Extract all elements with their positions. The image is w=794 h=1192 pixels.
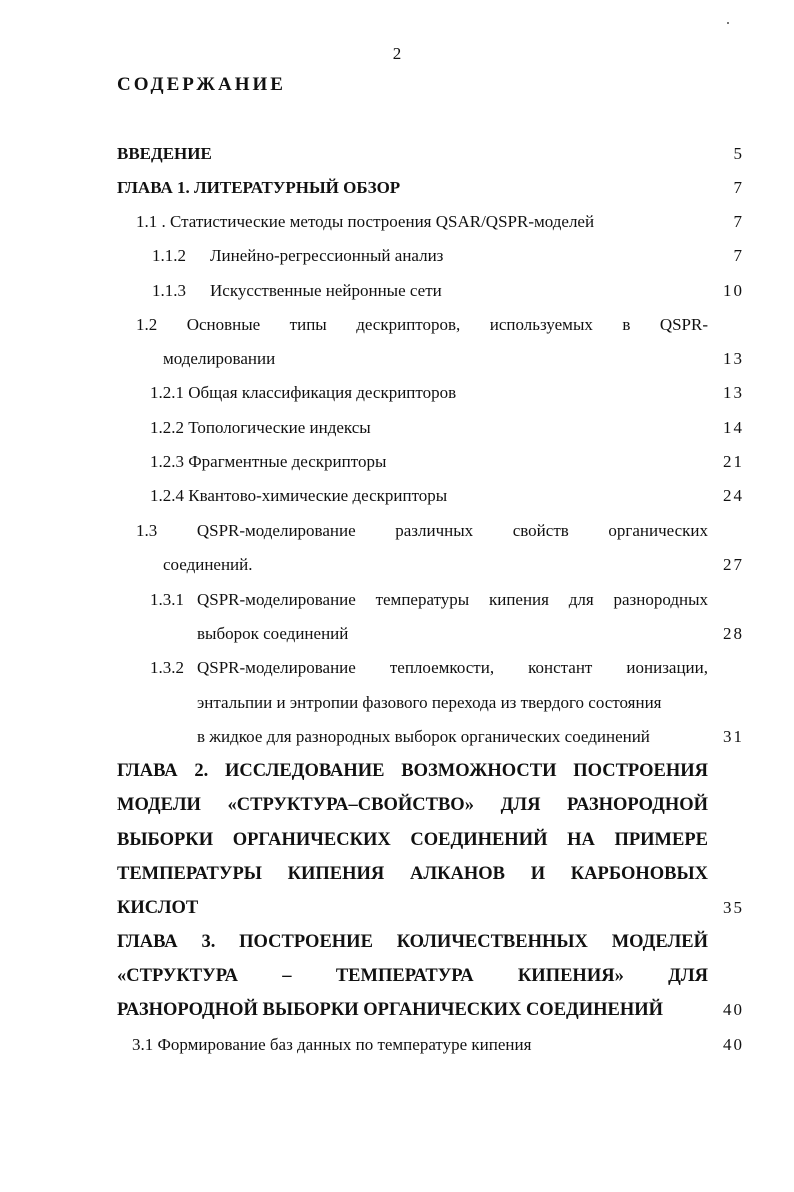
toc-entry-number: 1.1.2 — [152, 246, 186, 265]
toc-entry-chapter-3-line-1[interactable]: ГЛАВА 3. ПОСТРОЕНИЕ КОЛИЧЕСТВЕННЫХ МОДЕЛЕЙ — [117, 932, 708, 952]
toc-entry-1-2-4[interactable]: 1.2.4 Квантово-химические дескрипторы — [150, 486, 448, 505]
toc-entry-chapter-3-line-2[interactable]: «СТРУКТУРА – ТЕМПЕРАТУРА КИПЕНИЯ» ДЛЯ — [117, 966, 708, 986]
toc-entry-label: Линейно-регрессионный анализ — [210, 246, 444, 265]
toc-page-1-1-3: 10 — [723, 281, 744, 300]
toc-entry-chapter-2-line-5[interactable]: КИСЛОТ — [117, 898, 199, 918]
toc-page-intro: 5 — [733, 144, 744, 163]
toc-page-1-3-1: 28 — [723, 624, 744, 643]
toc-entry-1-3-2-line-2[interactable]: энтальпии и энтропии фазового перехода из твердого состояния — [197, 693, 662, 712]
toc-entry-1-3-1-number: 1.3.1 — [150, 590, 184, 609]
page-number: 2 — [392, 44, 402, 63]
scan-speck — [727, 22, 729, 24]
toc-page-1-1: 7 — [733, 212, 744, 231]
toc-entry-3-1[interactable]: 3.1 Формирование баз данных по температуре кипения — [132, 1035, 532, 1054]
page-title: СОДЕРЖАНИЕ — [117, 74, 286, 95]
toc-page-chapter-2: 35 — [723, 898, 744, 917]
toc-entry-number: 1.1.3 — [152, 281, 186, 300]
toc-entry-1-3-2-number: 1.3.2 — [150, 658, 184, 677]
toc-entry-1-3-1-line-1[interactable]: QSPR-моделирование температуры кипения для разнородных — [197, 590, 708, 609]
toc-entry-1-3-2-line-3[interactable]: в жидкое для разнородных выборок органических соединений — [197, 727, 650, 746]
toc-entry-label: Искусственные нейронные сети — [210, 281, 442, 300]
toc-page-chapter-3: 40 — [723, 1000, 744, 1019]
toc-entry-intro[interactable]: ВВЕДЕНИЕ — [117, 144, 212, 163]
toc-page-1-3-2: 31 — [723, 727, 744, 746]
toc-entry-1-1-3[interactable] — [152, 280, 442, 302]
toc-page-chapter-1: 7 — [733, 178, 744, 197]
toc-page-3-1: 40 — [723, 1035, 744, 1054]
toc-entry-1-1-2[interactable] — [152, 245, 443, 267]
toc-page-1-3: 27 — [723, 555, 744, 574]
toc-entry-1-3-1-line-2[interactable]: выборок соединений — [197, 624, 349, 643]
toc-entry-1-2-line-2[interactable]: моделировании — [163, 349, 276, 368]
toc-entry-1-1[interactable]: 1.1 . Статистические методы построения QSAR/QSPR-моделей — [136, 212, 595, 231]
toc-page-1-2: 13 — [723, 349, 744, 368]
toc-entry-chapter-2-line-4[interactable]: ТЕМПЕРАТУРЫ КИПЕНИЯ АЛКАНОВ И КАРБОНОВЫХ — [117, 864, 708, 884]
toc-page-1-2-4: 24 — [723, 486, 744, 505]
toc-entry-1-3-line-1[interactable]: 1.3 QSPR-моделирование различных свойств органических — [136, 521, 708, 540]
toc-entry-1-2-2[interactable]: 1.2.2 Топологические индексы — [150, 418, 371, 437]
toc-page-1-2-2: 14 — [723, 418, 744, 437]
toc-entry-1-2-1[interactable]: 1.2.1 Общая классификация дескрипторов — [150, 383, 457, 402]
toc-entry-chapter-2-line-3[interactable]: ВЫБОРКИ ОРГАНИЧЕСКИХ СОЕДИНЕНИЙ НА ПРИМЕРЕ — [117, 830, 708, 850]
toc-entry-chapter-1[interactable]: ГЛАВА 1. ЛИТЕРАТУРНЫЙ ОБЗОР — [117, 178, 401, 197]
toc-entry-1-3-line-2[interactable]: соединений. — [163, 555, 253, 574]
toc-entry-1-3-2-line-1[interactable]: QSPR-моделирование теплоемкости, констант ионизации, — [197, 658, 708, 677]
toc-page-1-2-3: 21 — [723, 452, 744, 471]
toc-entry-chapter-2-line-2[interactable]: МОДЕЛИ «СТРУКТУРА–СВОЙСТВО» ДЛЯ РАЗНОРОДНОЙ — [117, 795, 708, 815]
toc-entry-1-2-line-1[interactable]: 1.2 Основные типы дескрипторов, используемых в QSPR- — [136, 315, 708, 334]
toc-entry-chapter-3-line-3[interactable]: РАЗНОРОДНОЙ ВЫБОРКИ ОРГАНИЧЕСКИХ СОЕДИНЕНИЙ — [117, 1000, 664, 1020]
toc-page-1-1-2: 7 — [733, 246, 744, 265]
toc-entry-chapter-2-line-1[interactable]: ГЛАВА 2. ИССЛЕДОВАНИЕ ВОЗМОЖНОСТИ ПОСТРОЕНИЯ — [117, 761, 708, 781]
toc-entry-1-2-3[interactable]: 1.2.3 Фрагментные дескрипторы — [150, 452, 387, 471]
toc-page-1-2-1: 13 — [723, 383, 744, 402]
